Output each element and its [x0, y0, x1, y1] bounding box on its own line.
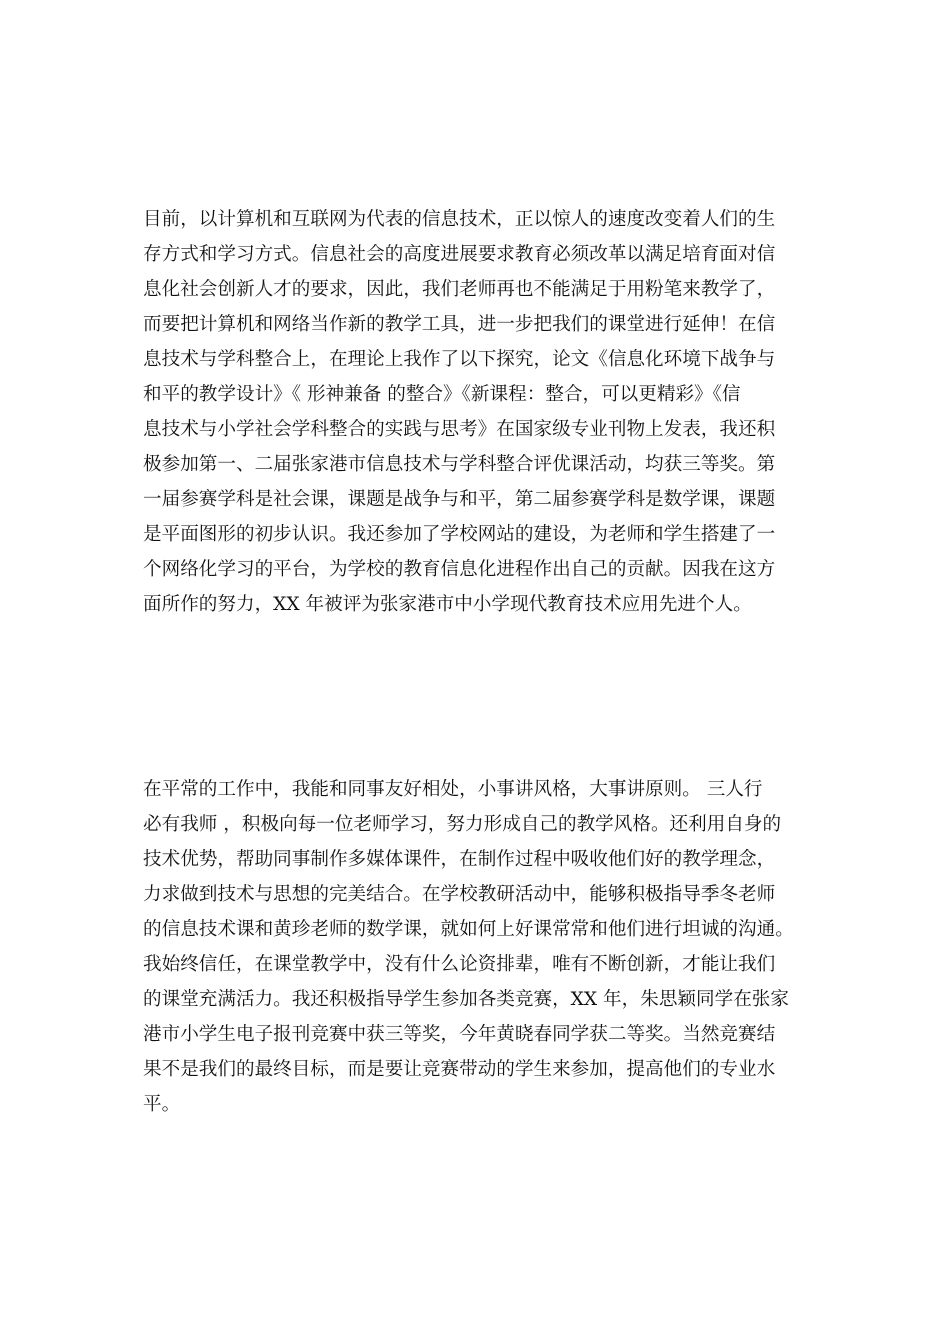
text-line: 而要把计算机和网络当作新的教学工具，进一步把我们的课堂进行延伸！在信 — [143, 314, 776, 335]
text-line: 个网络化学习的平台，为学校的教育信息化进程作出自己的贡献。因我在这方 — [143, 559, 776, 580]
text-line: 是平面图形的初步认识。我还参加了学校网站的建设，为老师和学生搭建了一 — [143, 524, 776, 545]
text-line: 必有我师 ，积极向每一位老师学习，努力形成自己的教学风格。还利用自身的 — [143, 814, 782, 835]
text-line: 息化社会创新人才的要求，因此，我们老师再也不能满足于用粉笔来教学了， — [143, 279, 776, 300]
text-line: 的信息技术课和黄珍老师的数学课，就如何上好课常常和他们进行坦诚的沟通。 — [143, 919, 794, 940]
text-line: 极参加第一、二届张家港市信息技术与学科整合评优课活动，均获三等奖。第 — [143, 454, 776, 475]
text-line: 我始终信任，在课堂教学中，没有什么论资排辈，唯有不断创新，才能让我们 — [143, 954, 776, 975]
paragraph-colleague-cooperation — [143, 772, 818, 1122]
text-line: 力求做到技术与思想的完美结合。在学校教研活动中，能够积极指导季冬老师 — [143, 884, 776, 905]
text-line: 一届参赛学科是社会课，课题是战争与和平，第二届参赛学科是数学课，课题 — [143, 489, 776, 510]
text-line: 果不是我们的最终目标，而是要让竞赛带动的学生来参加，提高他们的专业水 — [143, 1059, 776, 1080]
text-line: 息技术与学科整合上，在理论上我作了以下探究，论文《信息化环境下战争与 — [143, 349, 776, 370]
text-line: 面所作的努力，XX 年被评为张家港市中小学现代教育技术应用先进个人。 — [143, 594, 752, 615]
text-line: 的课堂充满活力。我还积极指导学生参加各类竞赛，XX 年，朱思颖同学在张家 — [143, 989, 789, 1010]
text-line: 存方式和学习方式。信息社会的高度进展要求教育必须改革以满足培育面对信 — [143, 244, 776, 265]
text-line: 和平的教学设计》《 形神兼备 的整合》《新课程：整合，可以更精彩》《信 — [143, 384, 741, 405]
text-line: 平。 — [143, 1094, 181, 1115]
text-line: 技术优势，帮助同事制作多媒体课件，在制作过程中吸收他们好的教学理念， — [143, 849, 776, 870]
text-line: 港市小学生电子报刊竞赛中获三等奖，今年黄晓春同学获二等奖。当然竞赛结 — [143, 1024, 776, 1045]
text-line: 在平常的工作中，我能和同事友好相处，小事讲风格，大事讲原则。 三人行 — [143, 779, 763, 800]
paragraph-info-tech-integration — [143, 202, 818, 622]
text-line: 目前，以计算机和互联网为代表的信息技术，正以惊人的速度改变着人们的生 — [143, 209, 776, 230]
text-line: 息技术与小学社会学科整合的实践与思考》在国家级专业刊物上发表，我还积 — [143, 419, 776, 440]
